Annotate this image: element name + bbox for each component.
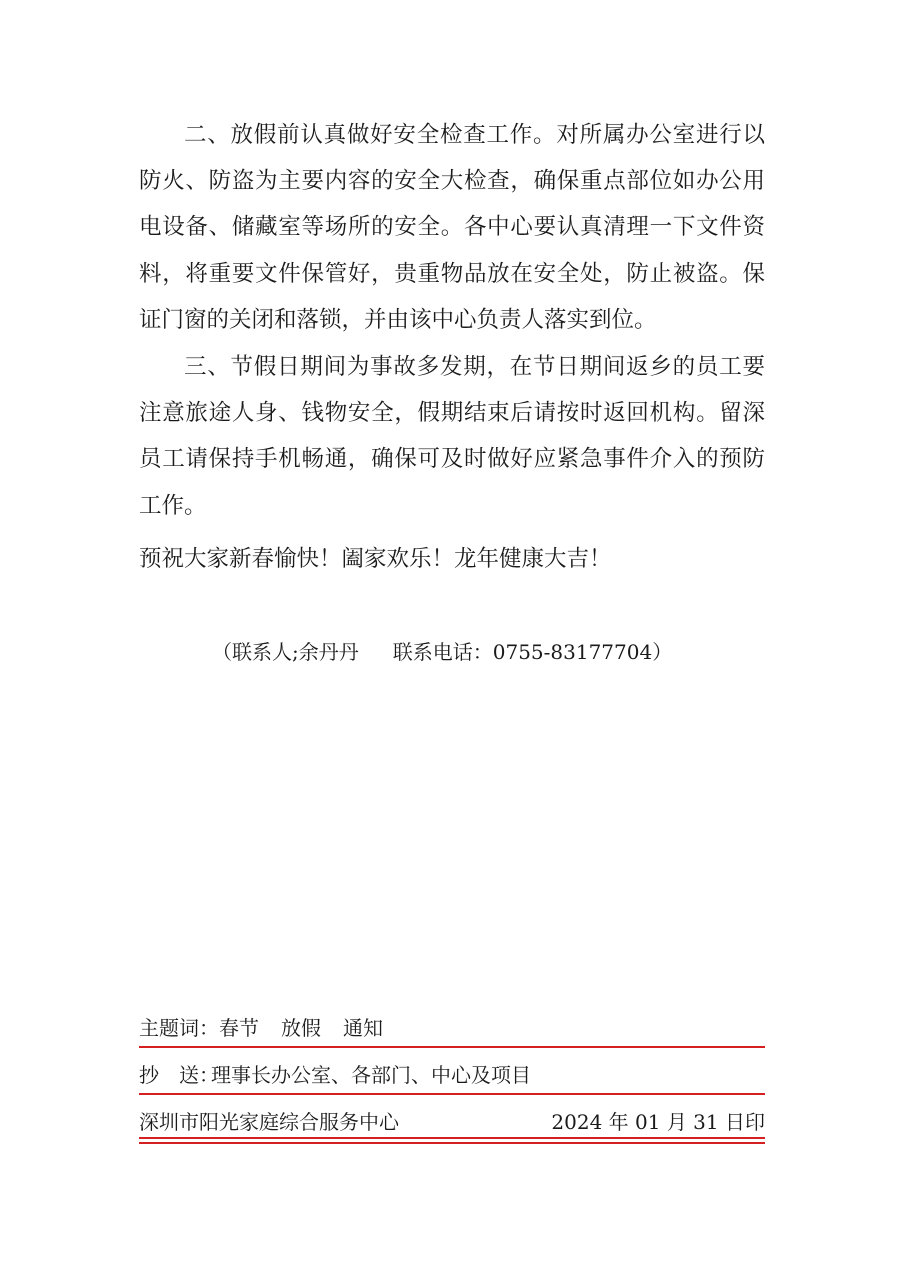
contact-person: （联系人;余丹丹 — [212, 640, 359, 664]
contact-info — [212, 632, 672, 672]
keyword-item: 放假 — [281, 1016, 321, 1040]
keyword-item: 通知 — [343, 1016, 383, 1040]
keywords-label: 主题词： — [139, 1016, 219, 1040]
cc-line — [139, 1059, 765, 1091]
keywords-line — [139, 1012, 765, 1044]
holiday-greeting: 预祝大家新春愉快！阖家欢乐！龙年健康大吉！ — [139, 546, 612, 572]
issuer-line — [139, 1106, 765, 1138]
keyword-item: 春节 — [219, 1016, 259, 1040]
red-double-divider-top — [139, 1137, 765, 1139]
paragraph-safety-inspection: 二、放假前认真做好安全检查工作。对所属办公室进行以防火、防盗为主要内容的安全大检查，确保重点部位如办公用电设备、储藏室等场所的安全。各中心要认真清理一下文件资料，将重要文件保管好，贵重物品放在安全处，防止被盗。保证门窗的关闭和落锁，并由该中心负责人落实到位。 — [139, 122, 765, 333]
issuer-name: 深圳市阳光家庭综合服务中心 — [139, 1110, 399, 1134]
cc-recipients: 理事长办公室、各部门、中心及项目 — [211, 1063, 531, 1087]
red-double-divider-bottom — [139, 1142, 765, 1144]
paragraph-holiday-safety: 三、节假日期间为事故多发期，在节日期间返乡的员工要注意旅途人身、钱物安全，假期结束后请按时返回机构。留深员工请保持手机畅通，确保可及时做好应紧急事件介入的预防工作。 — [139, 354, 765, 519]
print-date: 2024 年 01 月 31 日印 — [551, 1110, 765, 1134]
contact-phone: 联系电话：0755-83177704） — [392, 640, 673, 664]
cc-label: 抄 送： — [139, 1063, 219, 1087]
red-divider — [139, 1093, 765, 1095]
red-divider — [139, 1046, 765, 1048]
